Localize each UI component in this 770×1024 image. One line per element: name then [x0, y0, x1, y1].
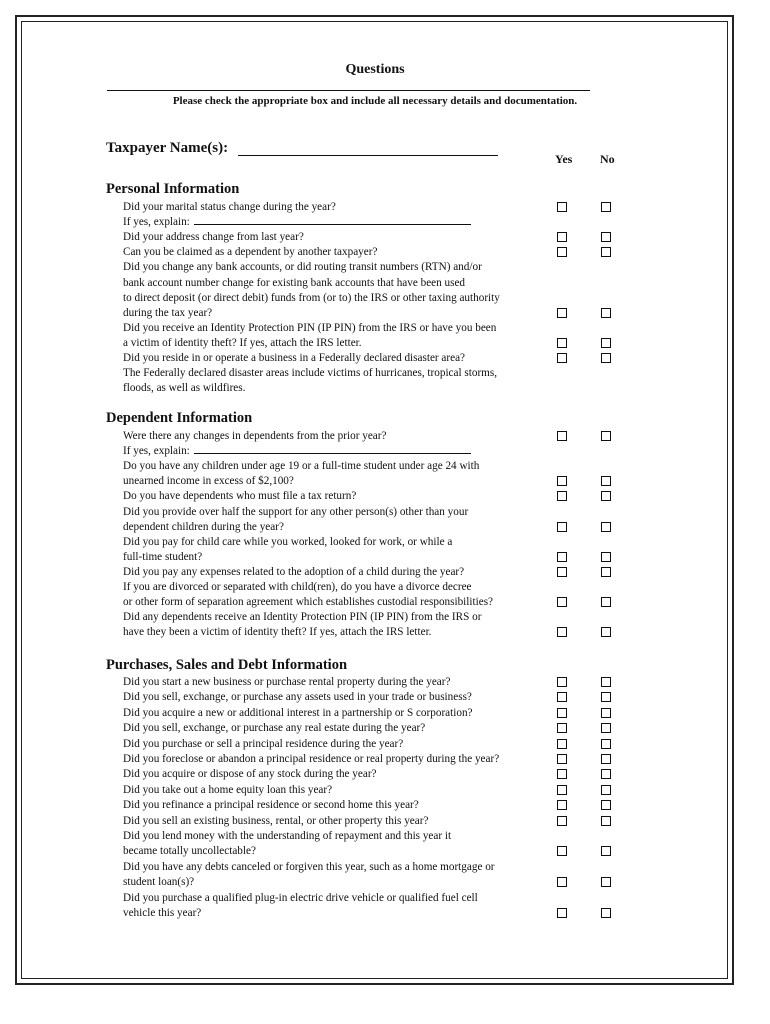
- yes-checkbox[interactable]: [557, 338, 567, 348]
- no-checkbox[interactable]: [601, 476, 611, 486]
- no-checkbox[interactable]: [601, 522, 611, 532]
- question-text: unearned income in excess of $2,100?: [123, 475, 294, 488]
- yes-checkbox[interactable]: [557, 769, 567, 779]
- question-text: Did your marital status change during the year?: [123, 201, 336, 213]
- yes-checkbox[interactable]: [557, 353, 567, 363]
- yes-checkbox[interactable]: [557, 877, 567, 887]
- no-checkbox[interactable]: [601, 908, 611, 918]
- yes-checkbox[interactable]: [557, 627, 567, 637]
- question-text: dependent children during the year?: [123, 520, 284, 533]
- yes-checkbox[interactable]: [557, 247, 567, 257]
- question-line: [123, 752, 499, 767]
- no-checkbox[interactable]: [601, 308, 611, 318]
- question-text: Can you be claimed as a dependent by another taxpayer?: [123, 246, 378, 259]
- question-line: [123, 625, 431, 640]
- no-checkbox[interactable]: [601, 232, 611, 242]
- question-line: [123, 429, 386, 444]
- yes-checkbox[interactable]: [557, 476, 567, 486]
- question-line: [123, 230, 304, 245]
- no-checkbox[interactable]: [601, 846, 611, 856]
- question-line: [123, 215, 471, 230]
- question-text: full-time student?: [123, 550, 203, 563]
- no-checkbox[interactable]: [601, 202, 611, 212]
- no-checkbox[interactable]: [601, 708, 611, 718]
- question-text: became totally uncollectable?: [123, 845, 256, 858]
- question-line: [123, 520, 284, 535]
- question-text: Did you receive an Identity Protection PIN (IP PIN) from the IRS or have you been: [123, 321, 497, 334]
- explain-field[interactable]: [194, 444, 471, 454]
- question-text: The Federally declared disaster areas include victims of hurricanes, tropical storms,: [123, 367, 498, 380]
- question-text: Did you lend money with the understanding of repayment and this year it: [123, 830, 452, 842]
- question-text: Did you provide over half the support for any other person(s) other than your: [123, 505, 469, 518]
- yes-checkbox[interactable]: [557, 692, 567, 702]
- question-line: [123, 459, 479, 474]
- yes-checkbox[interactable]: [557, 232, 567, 242]
- taxpayer-name-field[interactable]: [238, 155, 498, 156]
- yes-checkbox[interactable]: [557, 597, 567, 607]
- question-line: [123, 610, 481, 625]
- no-checkbox[interactable]: [601, 877, 611, 887]
- question-text: Do you have dependents who must file a tax return?: [123, 490, 357, 503]
- question-text: Did you sell, exchange, or purchase any real estate during the year?: [123, 722, 426, 735]
- question-text: Did you change any bank accounts, or did routing transit numbers (RTN) and/or: [123, 261, 482, 274]
- question-text: during the tax year?: [123, 306, 213, 319]
- question-line: [123, 767, 377, 782]
- question-text: Did you purchase a qualified plug-in electric drive vehicle or qualified fuel cell: [123, 891, 478, 904]
- question-text: student loan(s)?: [123, 876, 195, 889]
- yes-checkbox[interactable]: [557, 739, 567, 749]
- question-line: [123, 321, 496, 336]
- no-checkbox[interactable]: [601, 785, 611, 795]
- question-line: [123, 291, 500, 306]
- question-line: [123, 474, 294, 489]
- no-checkbox[interactable]: [601, 552, 611, 562]
- question-text: If yes, explain:: [123, 216, 190, 229]
- question-line: [123, 737, 403, 752]
- yes-checkbox[interactable]: [557, 308, 567, 318]
- page-title: Questions: [345, 62, 405, 77]
- question-line: [123, 444, 471, 459]
- question-text: Did your address change from last year?: [123, 231, 304, 244]
- question-line: [123, 906, 201, 921]
- question-text: Did you sell, exchange, or purchase any assets used in your trade or business?: [123, 691, 472, 704]
- question-line: [123, 200, 336, 215]
- yes-checkbox[interactable]: [557, 677, 567, 687]
- yes-column-header: Yes: [555, 152, 573, 166]
- no-checkbox[interactable]: [601, 816, 611, 826]
- question-line: [123, 535, 452, 550]
- question-text: If yes, explain:: [123, 445, 190, 458]
- question-line: [123, 860, 495, 875]
- question-text: Did you sell an existing business, rental, or other property this year?: [123, 814, 429, 827]
- question-line: [123, 336, 362, 351]
- question-text: a victim of identity theft? If yes, attach the IRS letter.: [123, 336, 362, 349]
- no-column-header: No: [600, 152, 615, 166]
- question-text: Did you have any debts canceled or forgiven this year, such as a home mortgage or: [123, 860, 495, 873]
- question-text: Did you pay any expenses related to the adoption of a child during the year?: [123, 565, 465, 578]
- no-checkbox[interactable]: [601, 491, 611, 501]
- question-text: Did you foreclose or abandon a principal residence or real property during the year?: [123, 753, 500, 765]
- yes-checkbox[interactable]: [557, 723, 567, 733]
- question-line: [123, 565, 464, 580]
- question-text: Did you pay for child care while you worked, looked for work, or while a: [123, 535, 453, 548]
- question-line: [123, 844, 256, 859]
- question-line: [123, 875, 194, 890]
- question-text: Do you have any children under age 19 or a full-time student under age 24 with: [123, 460, 480, 473]
- no-checkbox[interactable]: [601, 597, 611, 607]
- yes-checkbox[interactable]: [557, 785, 567, 795]
- question-text: Did you take out a home equity loan this year?: [123, 783, 333, 796]
- question-text: Did any dependents receive an Identity Protection PIN (IP PIN) from the IRS or: [123, 611, 482, 624]
- yes-checkbox[interactable]: [557, 552, 567, 562]
- no-checkbox[interactable]: [601, 338, 611, 348]
- no-checkbox[interactable]: [601, 769, 611, 779]
- question-text: have they been a victim of identity theft? If yes, attach the IRS letter.: [123, 626, 432, 639]
- question-line: [123, 276, 465, 291]
- question-text: Did you acquire or dispose of any stock during the year?: [123, 768, 377, 781]
- no-checkbox[interactable]: [601, 739, 611, 749]
- taxpayer-name-label: Taxpayer Name(s):: [106, 140, 229, 156]
- question-line: [123, 690, 472, 705]
- question-text: Did you reside in or operate a business in a Federally declared disaster area?: [123, 352, 466, 364]
- question-text: floods, as well as wildfires.: [123, 382, 246, 395]
- yes-checkbox[interactable]: [557, 491, 567, 501]
- question-text: vehicle this year?: [123, 907, 202, 919]
- question-line: [123, 260, 482, 275]
- yes-checkbox[interactable]: [557, 800, 567, 810]
- question-text: or other form of separation agreement which establishes custodial responsibilities?: [123, 596, 494, 609]
- question-line: [123, 595, 493, 610]
- question-text: to direct deposit (or direct debit) funds from (or to) the IRS or other taxing authority: [123, 291, 500, 304]
- yes-checkbox[interactable]: [557, 708, 567, 718]
- question-line: [123, 798, 419, 813]
- question-line: [123, 814, 428, 829]
- no-checkbox[interactable]: [601, 754, 611, 764]
- question-text: Did you purchase or sell a principal residence during the year?: [123, 737, 404, 750]
- section-heading-purchases: Purchases, Sales and Debt Information: [106, 657, 348, 673]
- question-text: bank account number change for existing bank accounts that have been used: [123, 276, 466, 289]
- question-line: [123, 366, 497, 381]
- question-line: [123, 550, 202, 565]
- question-text: Did you start a new business or purchase rental property during the year?: [123, 676, 451, 688]
- question-text: Did you refinance a principal residence or second home this year?: [123, 799, 419, 812]
- question-text: Did you acquire a new or additional interest in a partnership or S corporation?: [123, 706, 473, 719]
- yes-checkbox[interactable]: [557, 567, 567, 577]
- yes-checkbox[interactable]: [557, 522, 567, 532]
- no-checkbox[interactable]: [601, 353, 611, 363]
- question-text: If you are divorced or separated with child(ren), do you have a divorce decree: [123, 581, 472, 593]
- question-text: Were there any changes in dependents from the prior year?: [123, 430, 387, 442]
- question-line: [123, 489, 356, 504]
- title-rule: [107, 90, 590, 91]
- no-checkbox[interactable]: [601, 431, 611, 441]
- no-checkbox[interactable]: [601, 723, 611, 733]
- explain-field[interactable]: [194, 215, 471, 225]
- no-checkbox[interactable]: [601, 677, 611, 687]
- yes-checkbox[interactable]: [557, 754, 567, 764]
- no-checkbox[interactable]: [601, 800, 611, 810]
- yes-checkbox[interactable]: [557, 816, 567, 826]
- question-line: [123, 721, 425, 736]
- no-checkbox[interactable]: [601, 692, 611, 702]
- yes-checkbox[interactable]: [557, 431, 567, 441]
- question-line: [123, 706, 473, 721]
- question-line: [123, 306, 212, 321]
- no-checkbox[interactable]: [601, 567, 611, 577]
- question-line: [123, 505, 468, 520]
- question-line: [123, 580, 472, 595]
- question-line: [123, 829, 451, 844]
- section-heading-dependent: Dependent Information: [106, 410, 253, 426]
- instruction-text: Please check the appropriate box and include all necessary details and documentation.: [172, 95, 578, 107]
- no-checkbox[interactable]: [601, 627, 611, 637]
- no-checkbox[interactable]: [601, 247, 611, 257]
- question-line: [123, 891, 478, 906]
- question-line: [123, 783, 332, 798]
- yes-checkbox[interactable]: [557, 202, 567, 212]
- section-heading-personal: Personal Information: [106, 181, 240, 197]
- question-line: [123, 381, 245, 396]
- question-line: [123, 675, 450, 690]
- yes-checkbox[interactable]: [557, 846, 567, 856]
- yes-checkbox[interactable]: [557, 908, 567, 918]
- question-line: [123, 245, 377, 260]
- question-line: [123, 351, 465, 366]
